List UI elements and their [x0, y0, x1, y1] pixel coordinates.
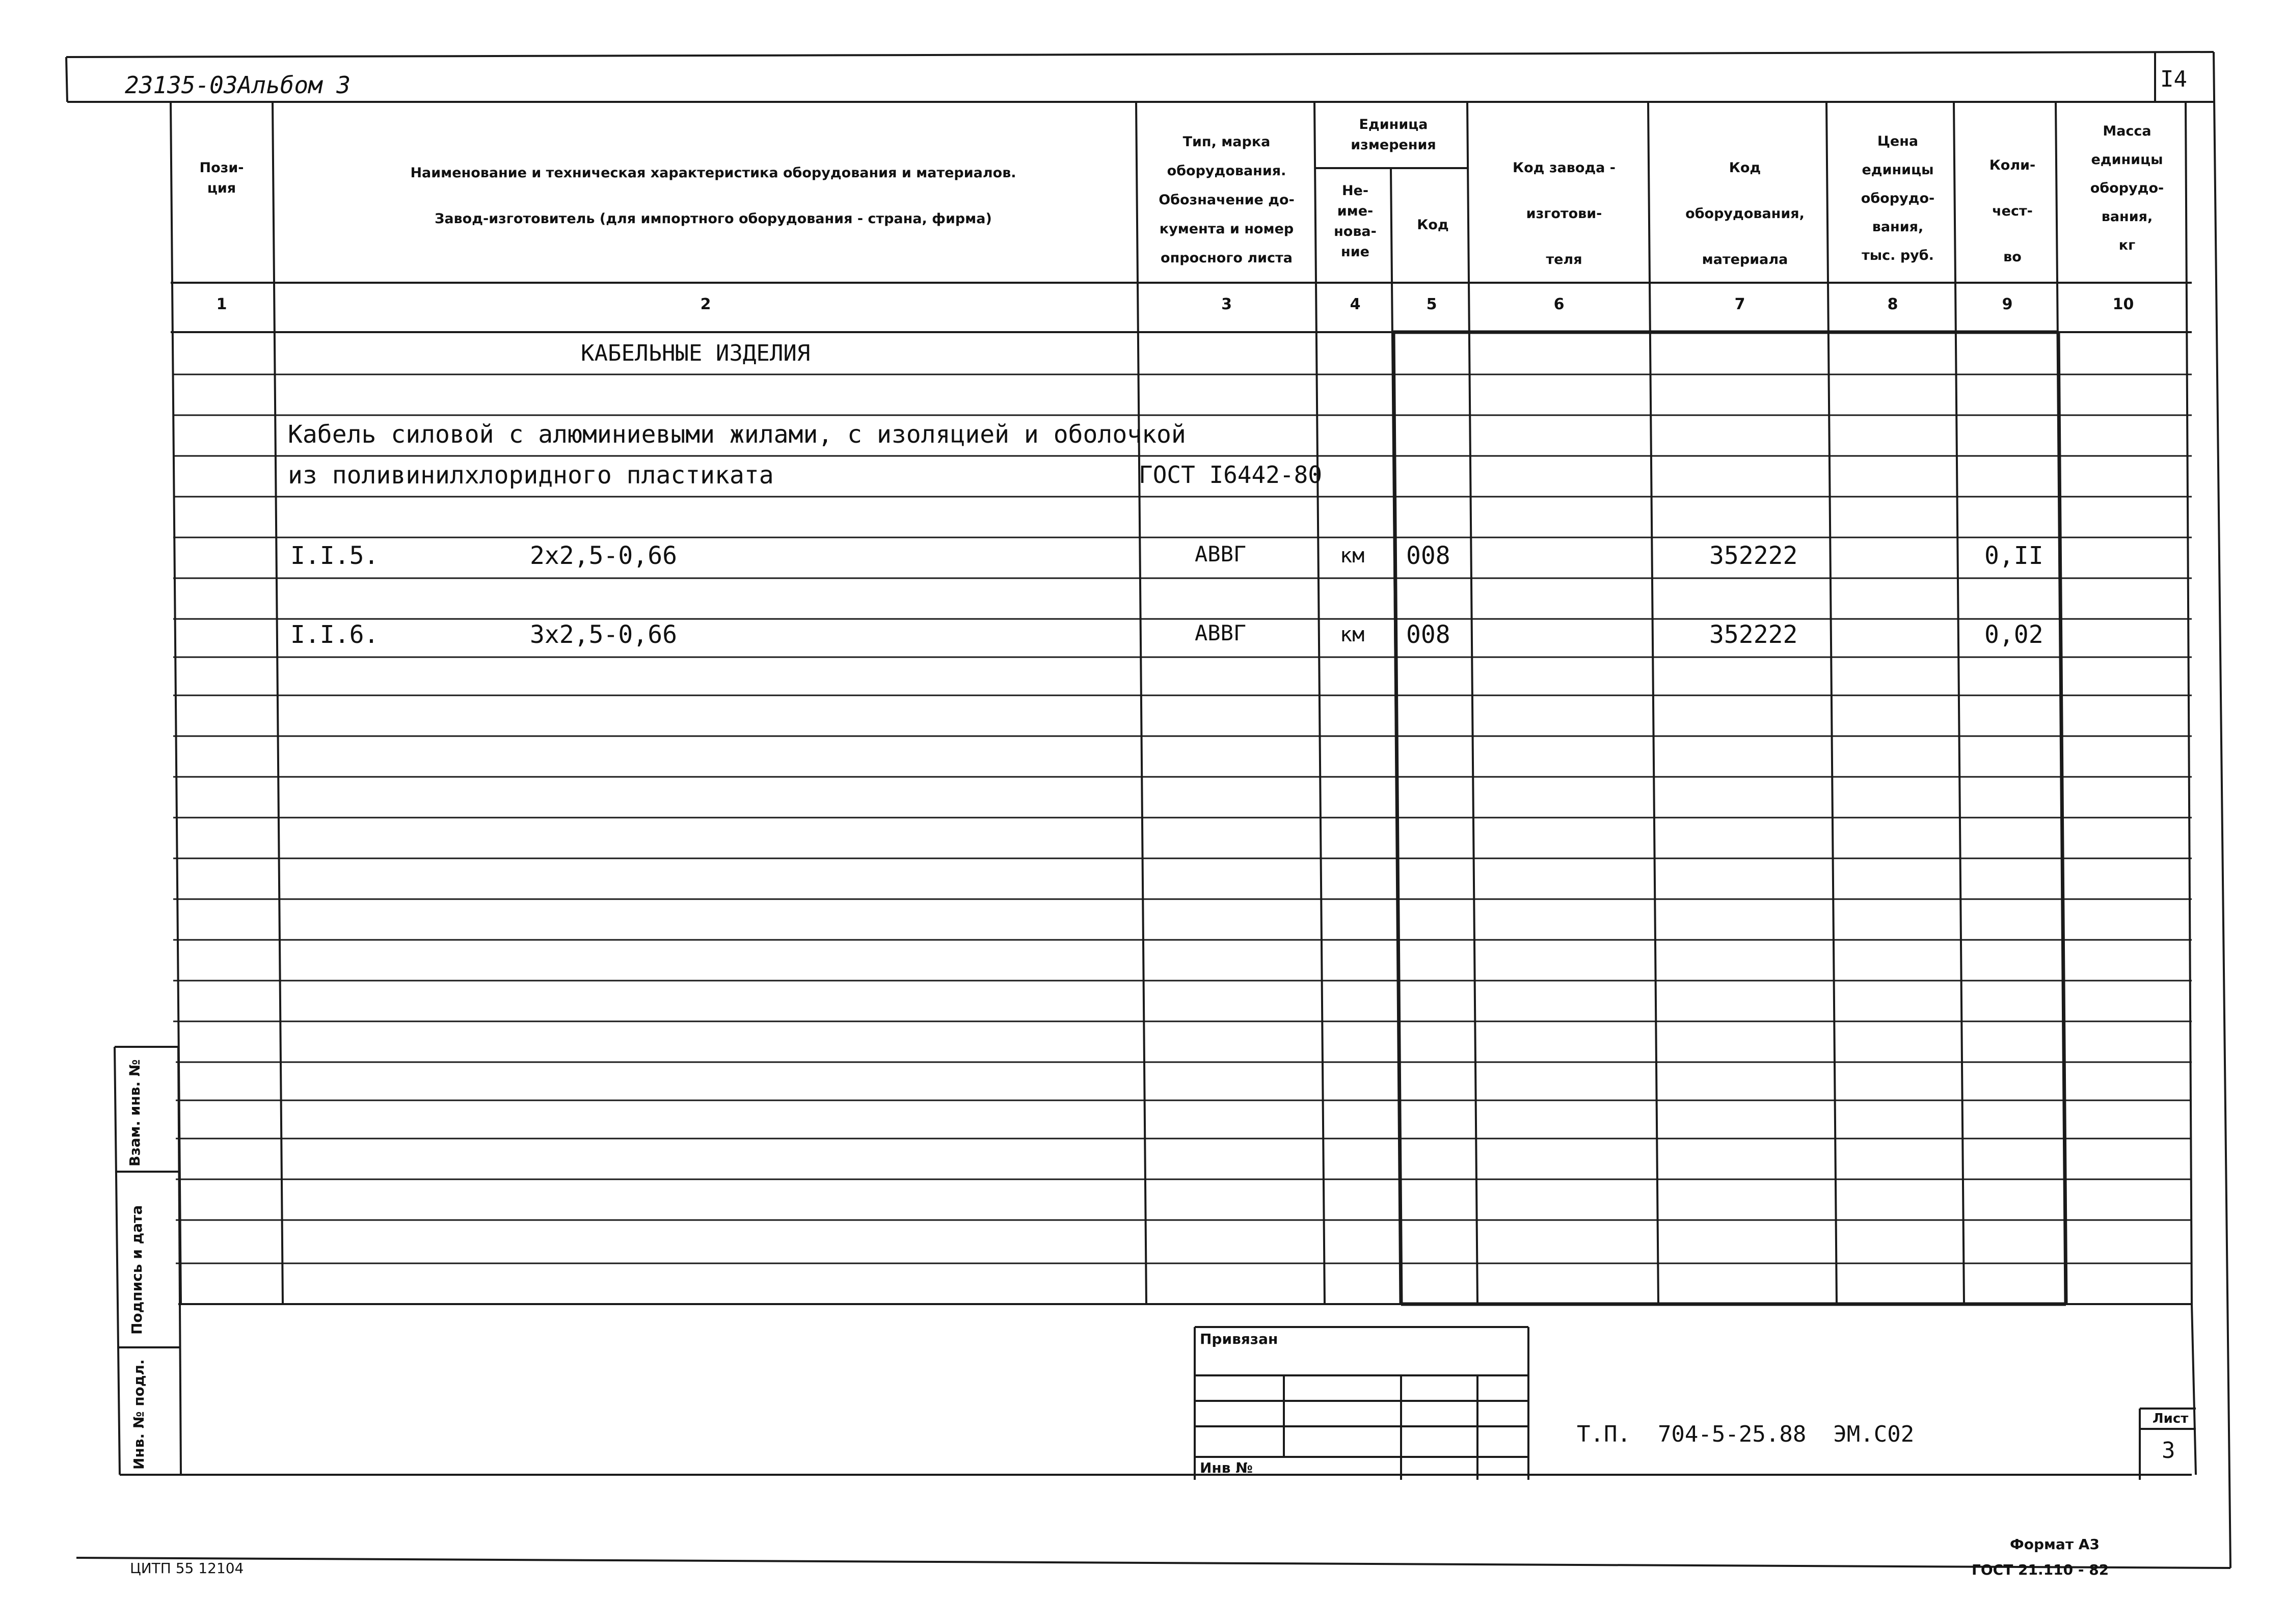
item-name: 2x2,5-0,66	[530, 542, 677, 570]
col-header-unit-text: Единица измерения	[1351, 117, 1436, 153]
col-header-unit-name	[1317, 181, 1393, 262]
col-header-material-code-text: Код оборудования, материала	[1685, 160, 1805, 267]
format-standard: ГОСТ 21.110 - 82	[1972, 1561, 2109, 1578]
item-quantity: 0,02	[1984, 620, 2043, 649]
privyazan-label: Привязан	[1200, 1331, 1278, 1347]
item-unit-code: 008	[1406, 620, 1450, 649]
col-number-6: 6	[1553, 295, 1565, 313]
col-header-price-text: Цена единицы оборудо- вания, тыс. руб.	[1861, 133, 1935, 263]
item-material-code: 352222	[1709, 542, 1798, 570]
description-line-2: из поливинилхлоридного пластиката	[288, 461, 774, 490]
sheet-number: 3	[2162, 1438, 2175, 1464]
item-unit-code: 008	[1406, 542, 1450, 570]
col-header-factory-code-text: Код завода - изготови- теля	[1513, 160, 1616, 267]
col-header-mass-text: Масса единицы оборудо- вания, кг	[2090, 123, 2164, 253]
drawing-designation: Т.П. 704-5-25.88 ЭМ.С02	[1577, 1421, 1915, 1447]
col-header-unit-code	[1396, 215, 1470, 235]
item-type: АВВГ	[1195, 542, 1247, 566]
item-material-code: 352222	[1709, 620, 1798, 649]
corner-number: I4	[2160, 66, 2187, 92]
col-header-quantity-text: Коли- чест- во	[1989, 157, 2036, 265]
bottom-left-code: ЦИТП 55 12104	[130, 1560, 244, 1577]
col-header-type	[1139, 127, 1314, 273]
format-label: Формат А3	[2010, 1536, 2100, 1553]
col-number-4: 4	[1350, 295, 1361, 313]
col-header-name-text: Наименование и техническая характеристика оборудования и материалов. Завод-изготовитель (для импортного оборудования - страна, фирма)	[410, 165, 1016, 227]
col-number-9: 9	[2002, 295, 2013, 313]
side-stamp-vzam: Взам. инв. №	[126, 1059, 143, 1167]
description-line-1: Кабель силовой с алюминиевыми жилами, с изоляцией и оболочкой	[288, 420, 1186, 449]
section-title: КАБЕЛЬНЫЕ ИЗДЕЛИЯ	[581, 340, 811, 366]
col-number-8: 8	[1887, 295, 1898, 313]
col-header-factory-code	[1475, 145, 1653, 283]
col-header-position-text: Пози- ция	[199, 160, 244, 196]
side-stamp-podpis: Подпись и дата	[128, 1205, 145, 1335]
side-stamp-inv: Инв. № подл.	[130, 1359, 147, 1470]
item-position: I.I.5.	[290, 542, 379, 570]
col-header-unit-code-text: Код	[1417, 217, 1449, 233]
col-header-type-text: Тип, марка оборудования. Обозначение до- кумента и номер опросного листа	[1159, 134, 1295, 266]
col-header-unit	[1317, 115, 1470, 155]
col-number-5: 5	[1426, 295, 1437, 313]
item-type: АВВГ	[1195, 620, 1247, 645]
album-code: 23135-03Альбом 3	[125, 71, 351, 99]
col-number-3: 3	[1221, 295, 1232, 313]
item-name: 3x2,5-0,66	[530, 620, 677, 649]
col-number-1: 1	[216, 295, 227, 313]
col-header-price	[1834, 127, 1961, 270]
col-header-name	[285, 150, 1141, 242]
col-header-quantity	[1961, 143, 2063, 280]
item-unit: км	[1340, 623, 1365, 646]
col-header-position	[171, 158, 273, 199]
item-quantity: 0,II	[1984, 542, 2043, 570]
col-number-2: 2	[700, 295, 711, 313]
col-number-7: 7	[1734, 295, 1745, 313]
col-header-unit-name-text: Не- име- нова- ние	[1334, 183, 1377, 260]
sheet-label: Лист	[2153, 1411, 2189, 1426]
description-doc: ГОСТ I6442-80	[1139, 461, 1323, 489]
col-number-10: 10	[2112, 295, 2134, 313]
inv-no-label: Инв №	[1200, 1459, 1253, 1476]
item-position: I.I.6.	[290, 620, 379, 649]
col-header-material-code	[1656, 145, 1834, 283]
col-header-mass	[2063, 117, 2191, 260]
item-unit: км	[1340, 544, 1365, 567]
